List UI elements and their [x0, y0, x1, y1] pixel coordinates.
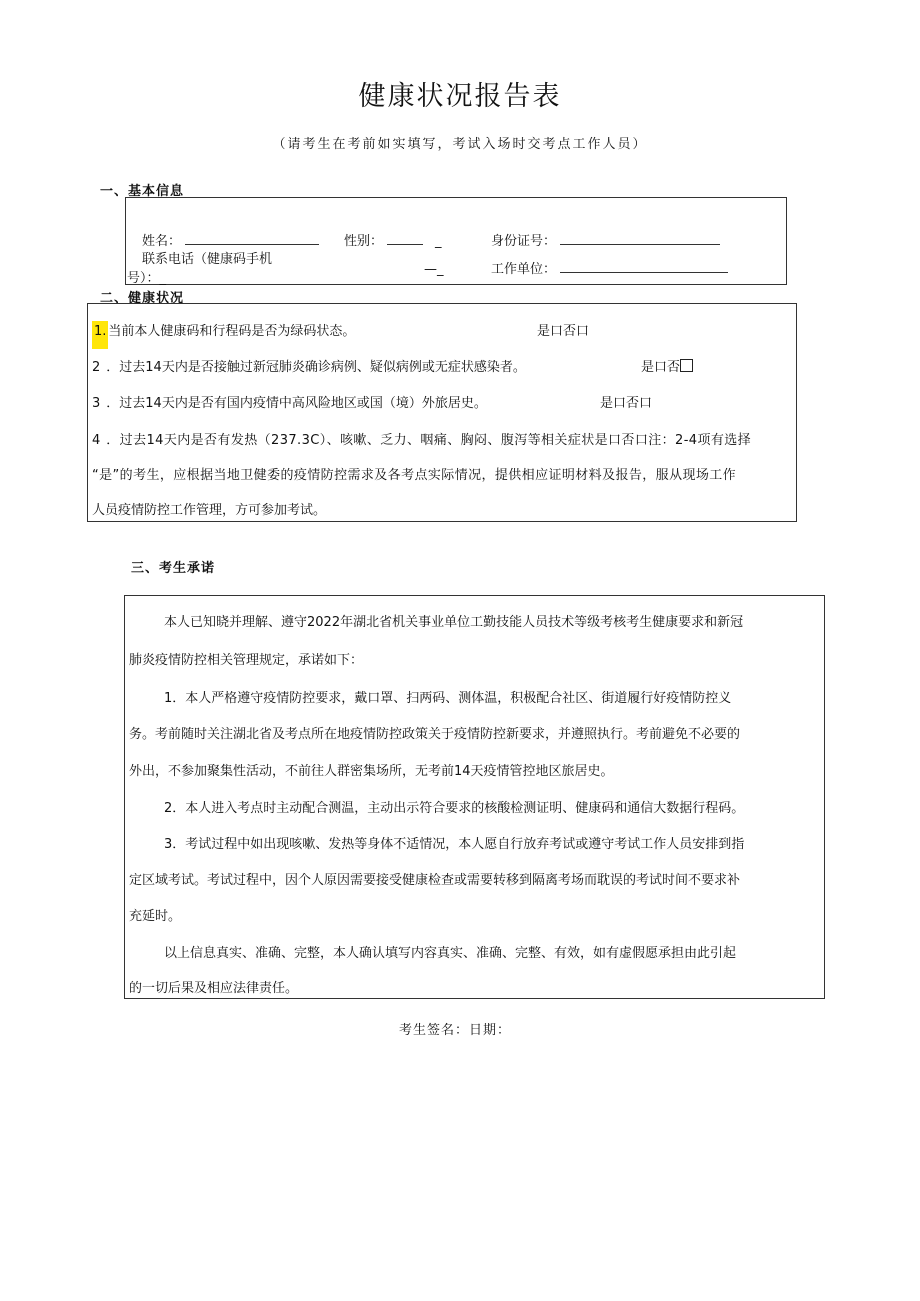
health-item-3: [92, 392, 487, 411]
health-item-2-answer[interactable]: [641, 356, 693, 375]
gender-tail: _: [435, 234, 442, 249]
health-item-2: [92, 356, 526, 375]
health-item-4-text: ．过去14天内是否有发热（237.3C）、咳嗽、乏力、咽痛、胸闷、腹泻等相关症状是口否口注：2-4项有选择: [106, 433, 752, 448]
work-unit-input-line[interactable]: [560, 260, 728, 273]
health-item-2-text: ．过去14天内是否接触过新冠肺炎确诊病例、疑似病例或无症状感染者。: [106, 360, 526, 375]
checkbox-icon[interactable]: [680, 359, 693, 372]
health-item-4-line3: 人员疫情防控工作管理，方可参加考试。: [92, 503, 327, 518]
pledge-line: 的一切后果及相应法律责任。: [129, 981, 299, 996]
pledge-line: 外出，不参加聚集性活动，不前往人群密集场所，无考前14天疫情管控地区旅居史。: [129, 764, 614, 779]
health-item-4-number: 4: [92, 433, 101, 448]
health-item-3-text: ．过去14天内是否有国内疫情中高风险地区或国（境）外旅居史。: [106, 396, 487, 411]
name-label: 姓名：: [142, 234, 182, 249]
health-item-3-number: 3: [92, 396, 101, 411]
pledge-line: 本人已知晓并理解、遵守2022年湖北省机关事业单位工勤技能人员技术等级考核考生健康要求和新冠: [164, 615, 744, 630]
signature-date-field[interactable]: 考生签名：日期：: [399, 1023, 512, 1038]
gender-input-line[interactable]: [387, 232, 423, 245]
name-input-line[interactable]: [185, 232, 319, 245]
work-unit-field[interactable]: [491, 258, 728, 277]
id-number-input-line[interactable]: [560, 232, 720, 245]
pledge-line: 充延时。: [129, 909, 182, 924]
pledge-line: 3．考试过程中如出现咳嗽、发热等身体不适情况，本人愿自行放弃考试或遵守考试工作人员安排到指: [164, 837, 745, 852]
name-field[interactable]: [142, 230, 319, 249]
pledge-line: 以上信息真实、准确、完整，本人确认填写内容真实、准确、完整、有效，如有虚假愿承担由此引起: [164, 946, 737, 961]
page-subtitle: （请考生在考前如实填写，考试入场时交考点工作人员）: [272, 137, 648, 152]
id-number-label: 身份证号：: [491, 234, 557, 249]
gender-field[interactable]: [344, 230, 442, 249]
health-item-2-answer-text: 是口否: [641, 360, 681, 375]
id-number-field[interactable]: [491, 230, 720, 249]
page-title: 健康状况报告表: [358, 81, 562, 112]
health-item-2-number: 2: [92, 360, 101, 375]
health-item-4-line2: “是”的考生，应根据当地卫健委的疫情防控需求及各考点实际情况，提供相应证明材料及报告，服从现场工作: [92, 468, 737, 483]
section-basic-info-heading: 一、基本信息: [100, 184, 185, 199]
phone-tail: —_: [424, 262, 444, 277]
pledge-line: 务。考前随时关注湖北省及考点所在地疫情防控政策关于疫情防控新要求，并遵照执行。考前避免不必要的: [129, 727, 741, 742]
pledge-line: 1．本人严格遵守疫情防控要求，戴口罩、扫两码、测体温，积极配合社区、街道履行好疫情防控义: [164, 691, 732, 706]
health-item-1: [92, 320, 355, 339]
gender-label: 性别：: [344, 234, 384, 249]
health-item-3-answer[interactable]: 是口否口: [600, 396, 653, 411]
section-health-heading: 二、健康状况: [100, 291, 185, 306]
phone-label-line1: 联系电话（健康码手机: [142, 252, 273, 267]
section-pledge-heading: 三、考生承诺: [131, 561, 216, 576]
health-item-1-answer[interactable]: 是口否口: [537, 324, 590, 339]
health-item-1-number: 1.: [92, 321, 108, 349]
phone-label-line2[interactable]: 号）：_: [127, 271, 167, 286]
work-unit-label: 工作单位：: [491, 262, 557, 277]
pledge-line: 2．本人进入考点时主动配合测温，主动出示符合要求的核酸检测证明、健康码和通信大数据行程码。: [164, 801, 745, 816]
pledge-line: 定区域考试。考试过程中，因个人原因需要接受健康检查或需要转移到隔离考场而耽误的考试时间不要求补: [129, 873, 741, 888]
health-item-4-line1: [92, 429, 751, 448]
pledge-line: 肺炎疫情防控相关管理规定，承诺如下：: [129, 653, 364, 668]
health-item-1-text: 当前本人健康码和行程码是否为绿码状态。: [108, 324, 356, 339]
